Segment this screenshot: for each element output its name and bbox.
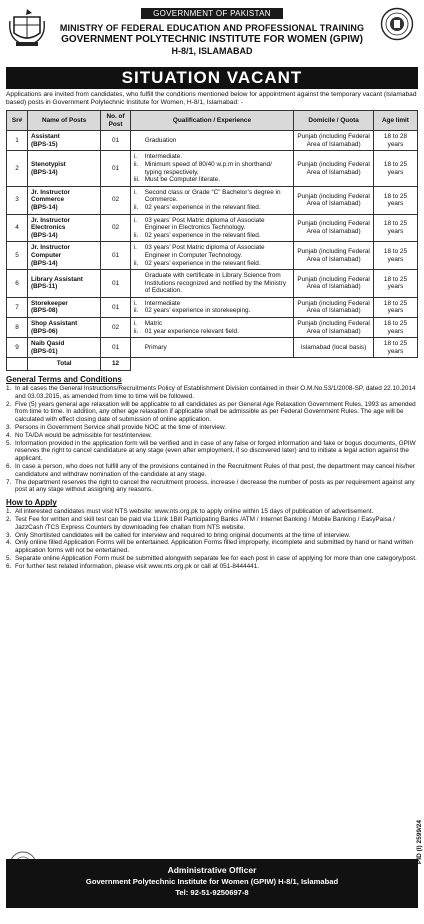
cell-qualification bbox=[130, 214, 294, 242]
item-text: In case a person, who does not fulfill any of the provisions contained in the Recruitment Rules of that post, the department may cancel his/her candidature and withdraw nomination of the candidate at any stage. bbox=[15, 463, 415, 478]
qualification-text: Minimum speed of 80/40 w.p.m in shorthand/ typing respectively. bbox=[144, 160, 272, 176]
cell-qualification bbox=[130, 186, 294, 214]
post-title: Jr. Instructor Commerce bbox=[30, 188, 71, 204]
cell-domicile: Punjab (including Federal Area of Islamabad) bbox=[294, 270, 374, 298]
cell-domicile: Punjab (including Federal Area of Islamabad) bbox=[294, 186, 374, 214]
item-text: Only Shortlisted candidates will be called for interview and required to bring original documents at the time of interview. bbox=[15, 531, 351, 539]
term-item bbox=[6, 432, 418, 440]
qualification-text: 01 year experience relevant field. bbox=[144, 327, 239, 335]
cell-post-name bbox=[27, 338, 100, 358]
pid-number: PID (I) 2599/24 bbox=[416, 820, 423, 865]
item-number: 1. bbox=[6, 385, 12, 393]
item-text: Only online filled Application Forms will be entertained. Application Forms filled improperly, incomplete and submitted by hand or hand written application forms will not be entertained. bbox=[15, 539, 414, 555]
table-row bbox=[7, 131, 418, 151]
qualification-number: i. bbox=[133, 320, 137, 328]
qualification-item bbox=[134, 320, 291, 328]
qualification-item bbox=[134, 176, 291, 184]
term-item bbox=[6, 479, 418, 495]
qualification-item bbox=[134, 328, 291, 336]
qualification-item bbox=[134, 307, 291, 315]
header-name: Name of Posts bbox=[27, 111, 100, 131]
total-posts: 12 bbox=[101, 358, 130, 371]
qualification-text: Second class or Grade “C” Bachelor’s degree in Commerce. bbox=[144, 188, 281, 204]
cell-qualification bbox=[130, 151, 294, 186]
footer-phone: Tel: 92-51-9250697-8 bbox=[175, 888, 249, 897]
item-number: 5. bbox=[6, 554, 12, 562]
header-age: Age limit bbox=[373, 111, 417, 131]
qualification-number: ii. bbox=[133, 203, 139, 211]
qualification-text: 02 years’ experience in the relevant field. bbox=[144, 259, 261, 267]
item-text: Test Fee for written and skill test can be paid via 1Link 1Bill Participating Banks /ATM / Internet Banking / Mobile Banking / EasyPaisa / JazzCash /TCS Express Counters by downloading fee challan from NTS website. bbox=[15, 515, 395, 531]
cell-domicile: Islamabad (local basis) bbox=[294, 338, 374, 358]
qualification-text: Graduate with certificate in Library Science from Institutions recognized and notified by the Ministry of Education. bbox=[144, 272, 287, 295]
table-row bbox=[7, 270, 418, 298]
item-text: The department reserves the right to cancel the recruitment process, increase / decrease the number of posts as per requirement against any post at any stage without assigning any reasons. bbox=[15, 478, 415, 494]
qualification-number: i. bbox=[133, 188, 137, 196]
institute-title: GOVERNMENT POLYTECHNIC INSTITUTE FOR WOMEN (GPIW) bbox=[61, 34, 363, 45]
cell-post-count: 01 bbox=[101, 297, 130, 317]
header-sr: Sr# bbox=[7, 111, 28, 131]
table-row bbox=[7, 338, 418, 358]
cell-age-limit: 18 to 28 years bbox=[373, 131, 417, 151]
item-number: 1. bbox=[6, 508, 12, 516]
qualification-number: iii. bbox=[133, 176, 140, 184]
cell-post-name bbox=[27, 318, 100, 338]
apply-title: How to Apply bbox=[6, 498, 57, 508]
qualification-text: Matric bbox=[144, 320, 163, 328]
cell-sr: 4 bbox=[7, 214, 28, 242]
cell-domicile: Punjab (including Federal Area of Islamabad) bbox=[294, 297, 374, 317]
apply-item bbox=[6, 563, 418, 571]
term-item bbox=[6, 424, 418, 432]
qualification-text: 02 years’ experience in the relevant filed. bbox=[144, 231, 261, 239]
table-header-row bbox=[7, 111, 418, 131]
qualification-text: 02 years’ experience in storekeeping. bbox=[144, 307, 251, 315]
qualification-number: i. bbox=[133, 153, 137, 161]
qualification-number: ii. bbox=[133, 231, 139, 239]
qualification-item bbox=[134, 244, 291, 259]
cell-post-name bbox=[27, 242, 100, 270]
cell-post-name bbox=[27, 131, 100, 151]
apply-item bbox=[6, 516, 418, 532]
header-posts: No. of Post bbox=[101, 111, 130, 131]
qualification-text: Intermediate bbox=[144, 299, 181, 307]
cell-domicile: Punjab (including Federal Area of Islamabad) bbox=[294, 318, 374, 338]
qualification-text: 03 years’ Post Matric diploma of Associate Engineer in Electronics Technology. bbox=[144, 216, 265, 232]
cell-qualification bbox=[130, 270, 294, 298]
qualification-item bbox=[134, 272, 291, 295]
item-text: Persons in Government Service shall provide NOC at the time of interview. bbox=[15, 424, 226, 432]
table-row bbox=[7, 214, 418, 242]
post-scale: (BPS-11) bbox=[30, 283, 58, 291]
cell-qualification bbox=[130, 338, 294, 358]
post-title: Storekeeper bbox=[30, 299, 68, 307]
cell-qualification bbox=[130, 297, 294, 317]
post-scale: (BPS-14) bbox=[30, 168, 58, 176]
cell-qualification bbox=[130, 242, 294, 270]
cell-post-count: 02 bbox=[101, 186, 130, 214]
item-number: 2. bbox=[6, 515, 12, 523]
qualification-number: ii. bbox=[133, 259, 139, 267]
item-text: Separate online Application Form must be submitted alongwith separate fee for each post in case of applying for more than one category/post. bbox=[15, 554, 417, 562]
post-scale: (BPS-15) bbox=[30, 140, 58, 148]
qualification-item bbox=[134, 189, 291, 204]
cell-post-count: 02 bbox=[101, 318, 130, 338]
table-row bbox=[7, 297, 418, 317]
item-text: Information provided in the application form will be verified and in case of any false or forged information and fake or bogus documents, GPIW reserves the right to cancel candidature at any stage (even after employment, if so discovered later) and to initiate a legal action against the applicant. bbox=[15, 439, 416, 463]
cell-age-limit: 18 to 25 years bbox=[373, 338, 417, 358]
qualification-item bbox=[134, 217, 291, 232]
header bbox=[6, 3, 418, 67]
cell-post-name bbox=[27, 270, 100, 298]
item-number: 4. bbox=[6, 539, 12, 547]
post-title: Jr. Instructor Electronics bbox=[30, 216, 71, 232]
item-number: 7. bbox=[6, 478, 12, 486]
cell-qualification bbox=[130, 131, 294, 151]
qualification-number: i. bbox=[133, 216, 137, 224]
government-label: GOVERNMENT OF PAKISTAN bbox=[141, 8, 283, 19]
cell-post-name bbox=[27, 186, 100, 214]
terms-list bbox=[6, 385, 418, 494]
qualification-text: Must be Computer literate. bbox=[144, 176, 221, 184]
qualification-text: 03 years’ Post Matric diploma of Associate Engineer in Computer Technology. bbox=[144, 244, 265, 259]
qualification-number: i. bbox=[133, 299, 137, 307]
cell-age-limit: 18 to 25 years bbox=[373, 318, 417, 338]
pakistan-emblem-icon bbox=[8, 7, 46, 47]
qualification-number: ii. bbox=[133, 307, 139, 315]
qualification-number bbox=[134, 344, 145, 352]
total-row bbox=[7, 358, 418, 371]
ministry-title: MINISTRY OF FEDERAL EDUCATION AND PROFESSIONAL TRAINING bbox=[59, 23, 365, 33]
total-label: Total bbox=[27, 358, 100, 371]
qualification-item bbox=[134, 153, 291, 161]
institute-seal-icon bbox=[380, 7, 414, 41]
cell-post-name bbox=[27, 297, 100, 317]
qualification-text: Intermediate. bbox=[144, 153, 183, 161]
post-scale: (BPS-08) bbox=[30, 307, 58, 315]
cell-post-count: 01 bbox=[101, 338, 130, 358]
item-number: 2. bbox=[6, 400, 12, 408]
term-item bbox=[6, 440, 418, 463]
cell-domicile: Punjab (including Federal Area of Islamabad) bbox=[294, 242, 374, 270]
footer-address: Government Polytechnic Institute for Women (GPIW) H-8/1, Islamabad bbox=[85, 877, 339, 886]
qualification-number bbox=[134, 272, 145, 295]
table-row bbox=[7, 242, 418, 270]
qualification-item bbox=[134, 300, 291, 308]
institute-location: H-8/1, ISLAMABAD bbox=[171, 46, 253, 56]
cell-sr: 6 bbox=[7, 270, 28, 298]
apply-item bbox=[6, 555, 418, 563]
post-scale: (BPS-06) bbox=[30, 327, 58, 335]
cell-age-limit: 18 to 25 years bbox=[373, 214, 417, 242]
apply-item bbox=[6, 508, 418, 516]
term-item bbox=[6, 385, 418, 401]
cell-post-count: 01 bbox=[101, 151, 130, 186]
terms-title: General Terms and Conditions bbox=[6, 375, 122, 385]
qualification-text: 02 years’ experience in the relevant filed. bbox=[144, 203, 261, 211]
table-row bbox=[7, 151, 418, 186]
cell-sr: 8 bbox=[7, 318, 28, 338]
cell-age-limit: 18 to 25 years bbox=[373, 186, 417, 214]
item-number: 3. bbox=[6, 424, 12, 432]
posts-table bbox=[6, 110, 418, 371]
item-number: 5. bbox=[6, 439, 12, 447]
cell-post-name bbox=[27, 214, 100, 242]
item-text: No TA/DA would be admissible for test/interview. bbox=[15, 431, 152, 439]
post-scale: (BPS-14) bbox=[30, 259, 58, 267]
post-scale: (BPS-14) bbox=[30, 203, 58, 211]
apply-list bbox=[6, 508, 418, 570]
cell-age-limit: 18 to 25 years bbox=[373, 270, 417, 298]
situation-vacant-banner: SITUATION VACANT bbox=[6, 67, 418, 89]
post-title: Library Assistant bbox=[30, 275, 83, 283]
cell-domicile: Punjab (including Federal Area of Islamabad) bbox=[294, 131, 374, 151]
item-number: 6. bbox=[6, 463, 12, 470]
qualification-item bbox=[134, 137, 291, 145]
cell-sr: 5 bbox=[7, 242, 28, 270]
cell-post-name bbox=[27, 151, 100, 186]
cell-age-limit: 18 to 25 years bbox=[373, 151, 417, 186]
term-item bbox=[6, 401, 418, 424]
cell-post-count: 01 bbox=[101, 131, 130, 151]
intro-text: Applications are invited from candidates, who fulfill the conditions mentioned below for appointment against the temporary vacant (Islamabad based) posts in Government Polytechnic Institute for Women, H-8/1, Islamabad: - bbox=[6, 91, 417, 106]
cell-sr: 3 bbox=[7, 186, 28, 214]
table-row bbox=[7, 186, 418, 214]
cell-age-limit: 18 to 25 years bbox=[373, 242, 417, 270]
post-scale: (BPS-01) bbox=[30, 347, 58, 355]
header-qualification: Qualification / Experience bbox=[130, 111, 294, 131]
post-title: Assistant bbox=[30, 133, 60, 141]
item-text: All interested candidates must visit NTS website: www.nts.org.pk to apply online within 15 days of publication of advertisement. bbox=[15, 508, 374, 516]
qualification-number bbox=[134, 137, 145, 145]
qualification-text: Graduation bbox=[144, 136, 177, 144]
cell-domicile: Punjab (including Federal Area of Islamabad) bbox=[294, 214, 374, 242]
header-domicile: Domicile / Quota bbox=[294, 111, 374, 131]
cell-sr: 7 bbox=[7, 297, 28, 317]
cell-sr: 9 bbox=[7, 338, 28, 358]
qualification-number: i. bbox=[133, 244, 137, 252]
item-number: 4. bbox=[6, 431, 12, 439]
cell-post-count: 02 bbox=[101, 214, 130, 242]
post-title: Stenotypist bbox=[30, 160, 66, 168]
cell-domicile: Punjab (including Federal Area of Islamabad) bbox=[294, 151, 374, 186]
footer-contact bbox=[6, 859, 418, 908]
qualification-number: ii. bbox=[133, 327, 139, 335]
apply-item bbox=[6, 539, 418, 555]
post-title: Naib Qasid bbox=[30, 340, 65, 348]
cell-post-count: 01 bbox=[101, 270, 130, 298]
qualification-item bbox=[134, 260, 291, 268]
item-text: In all cases the General Instructions/Recruitments Policy of Establishment Division contained in their O.M.No.53/1/2008-SP, dated 22.10.2014 and 03.03.2015, as amended from time to time will be followed. bbox=[15, 385, 416, 400]
cell-qualification bbox=[130, 318, 294, 338]
apply-item bbox=[6, 532, 418, 540]
item-text: Five (5) years general age relaxation will be applicable to all candidates as per General Age Relaxation Government Rules, 1993 as amended from time to time. In addition, any other age relaxation if applicable shall be admissible as per Federal Government Rules. The age will be calculated with effect closing date of submission of online application. bbox=[15, 400, 416, 424]
table-row bbox=[7, 318, 418, 338]
cell-sr: 2 bbox=[7, 151, 28, 186]
post-title: Shop Assistant bbox=[30, 320, 78, 328]
post-scale: (BPS-14) bbox=[30, 231, 58, 239]
qualification-item bbox=[134, 161, 291, 176]
footer-officer: Administrative Officer bbox=[167, 865, 257, 875]
qualification-number: ii. bbox=[133, 160, 139, 168]
item-number: 3. bbox=[6, 531, 12, 539]
cell-post-count: 01 bbox=[101, 242, 130, 270]
qualification-text: Primary bbox=[144, 344, 167, 352]
item-number: 6. bbox=[6, 562, 12, 570]
cell-age-limit: 18 to 25 years bbox=[373, 297, 417, 317]
qualification-item bbox=[134, 232, 291, 240]
post-title: Jr. Instructor Computer bbox=[30, 244, 71, 259]
item-text: For further test related information, please visit www.nts.org.pk or call at 051-8444441. bbox=[15, 562, 260, 570]
qualification-item bbox=[134, 204, 291, 212]
qualification-item bbox=[134, 344, 291, 352]
term-item bbox=[6, 463, 418, 479]
cell-sr: 1 bbox=[7, 131, 28, 151]
